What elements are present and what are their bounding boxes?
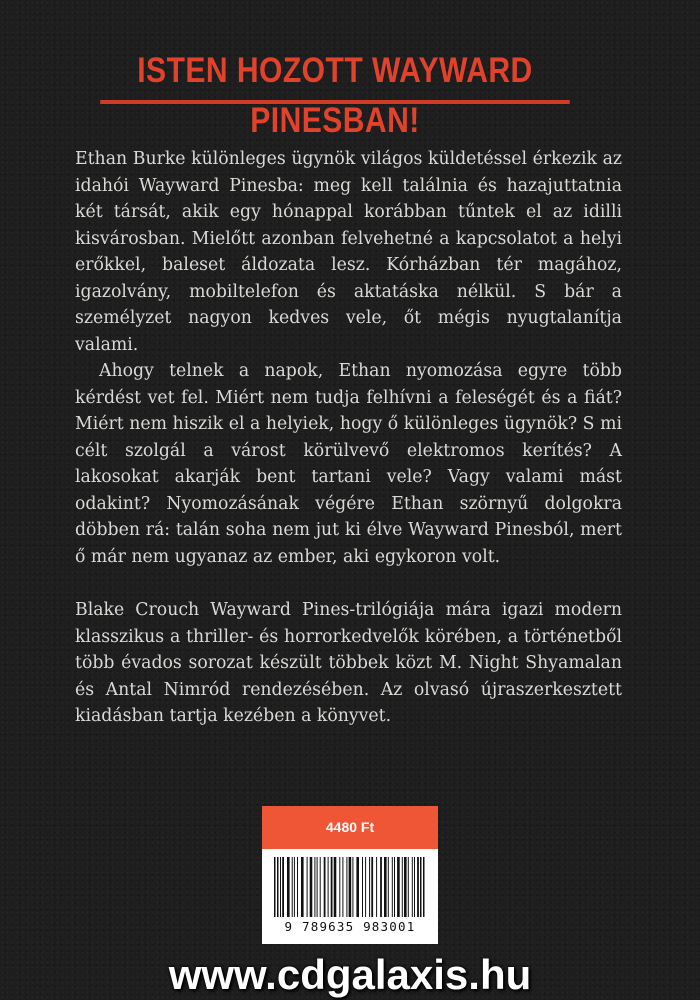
barcode-bar: [328, 857, 329, 917]
barcode-bar: [412, 857, 413, 917]
barcode-bar: [402, 857, 403, 917]
barcode-bar: [287, 857, 290, 917]
barcode-number: 9 789635 983001: [284, 919, 416, 934]
barcode-bar: [301, 857, 304, 917]
barcode-bar: [349, 857, 352, 917]
barcode-bar: [297, 857, 298, 917]
barcode-bar: [342, 857, 343, 917]
isbn-barcode: [262, 849, 438, 944]
barcode-bar: [356, 857, 359, 917]
blurb-paragraph-2: Ahogy telnek a napok, Ethan nyomozása egyre több kérdést vet fel. Miért nem tudja felhívni a feleségét és a fiát? Miért nem hiszik el a helyiek, hogy ő különleges ügynök? S mi célt szolgál a várost körülvevő elektromos kerítés? A lakosokat akarják bent tartani vele? Vagy valami mást odakint? Nyomozásának végére Ethan szörnyű dolgokra döbben rá: talán soha nem jut ki élve Wayward Pinesból, mert ő már nem ugyanaz az ember, aki egykoron volt.: [75, 361, 622, 567]
barcode-bar: [369, 857, 370, 917]
barcode-bar: [346, 857, 347, 917]
barcode-bar: [317, 857, 318, 917]
barcode-bar: [365, 857, 366, 917]
blurb-paragraph-1: Ethan Burke különleges ügynök világos küldetéssel érkezik az idahói Wayward Pinesba: meg kell találnia és hazajuttatnia két társát, akik egy hónappal korábban tűntek el az idilli kisvárosban. Mielőtt azonban felvehetné a kapcsolatot a helyi erőkkel, baleset áldozata lesz. Kórházban tér magához, igazolvány, mobiltelefon és aktatáska nélkül. S bár a személyzet nagyon kedves vele, őt mégis nyugtalanítja valami.: [75, 149, 622, 355]
cover-headline: ISTEN HOZOTT WAYWARD PINESBAN!: [100, 46, 570, 104]
barcode-bar: [331, 857, 333, 917]
barcode-bar: [362, 857, 363, 917]
barcode-bar: [274, 857, 276, 917]
barcode-bar: [352, 857, 353, 917]
barcode-bar: [392, 857, 393, 917]
barcode-bar: [423, 857, 425, 917]
barcode-bar: [277, 857, 279, 917]
barcode-bar: [376, 857, 377, 917]
barcode-bar: [324, 857, 326, 917]
barcode-bar: [371, 857, 373, 917]
barcode-bar: [282, 857, 284, 917]
barcode-bar: [294, 857, 295, 917]
barcode-bar: [307, 857, 308, 917]
barcode-bar: [380, 857, 382, 917]
blurb: [75, 146, 622, 730]
barcode-bar: [314, 857, 315, 917]
blurb-paragraph-3: Blake Crouch Wayward Pines-trilógiája mára igazi modern klasszikus a thriller- és horrorkedvelők körében, a történetből több évados sorozat készült többek közt M. Night Shyamalan és Antal Nimród rendezésében. Az olvasó újraszerkesztett kiadásban tartja kezében a könyvet.: [75, 600, 622, 726]
barcode-bar: [408, 857, 409, 917]
barcode-bar: [388, 857, 389, 917]
barcode-bar: [292, 857, 293, 917]
barcode-bars: [274, 857, 426, 917]
barcode-bar: [404, 857, 407, 917]
barcode-bar: [417, 857, 419, 917]
barcode-bar: [384, 857, 387, 917]
website-watermark: www.cdgalaxis.hu: [168, 951, 532, 998]
barcode-bar: [420, 857, 422, 917]
barcode-bar: [280, 857, 281, 917]
barcode-bar: [320, 857, 321, 917]
barcode-bar: [339, 857, 340, 917]
barcode-bar: [334, 857, 337, 917]
barcode-bar: [414, 857, 415, 917]
barcode-bar: [310, 857, 313, 917]
barcode-bar: [394, 857, 395, 917]
barcode-bar: [397, 857, 400, 917]
price-label: 4480 Ft: [262, 806, 438, 849]
